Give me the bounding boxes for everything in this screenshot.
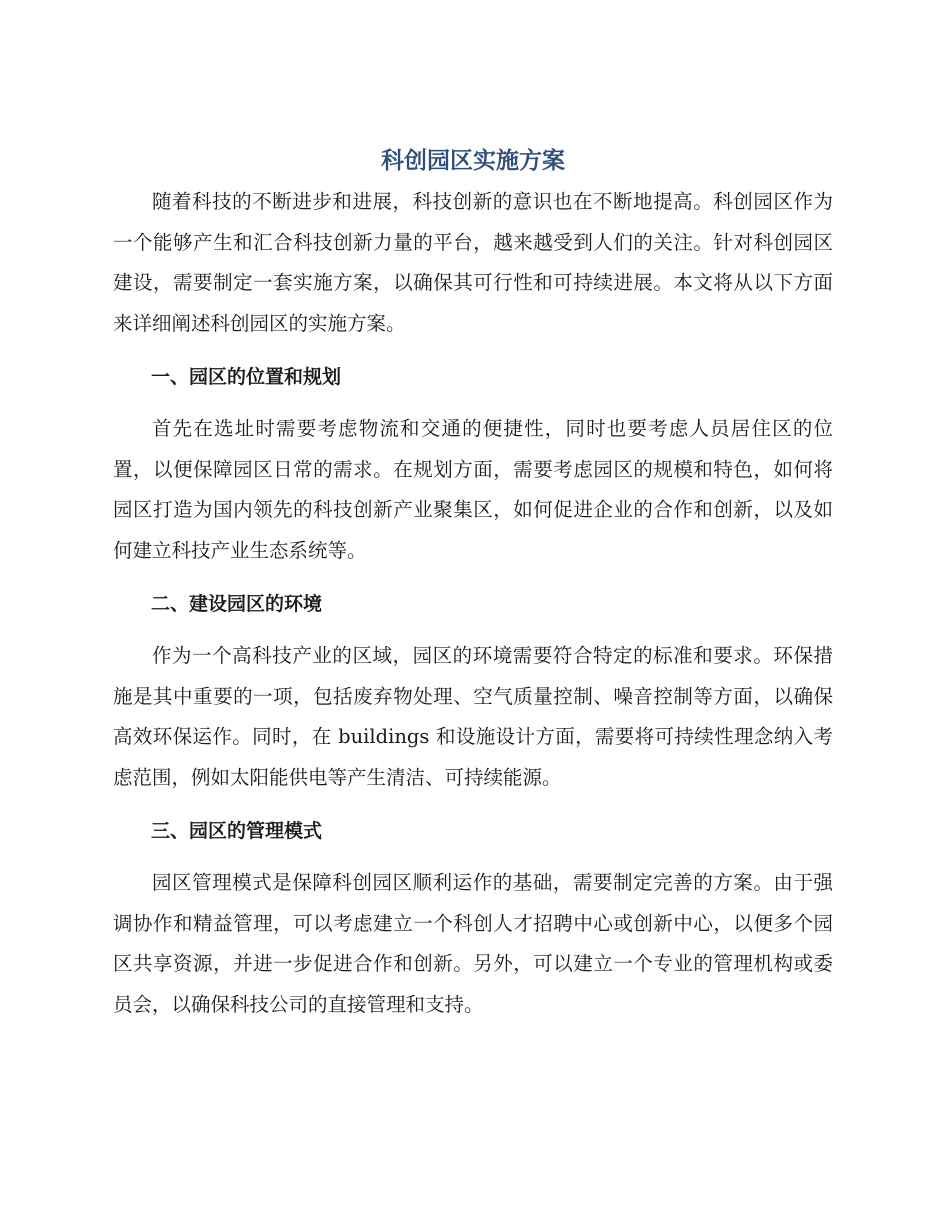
section-location bbox=[113, 357, 833, 571]
section-body: 作为一个高科技产业的区域，园区的环境需要符合特定的标准和要求。环保措施是其中重要的一项，包括废弃物处理、空气质量控制、噪音控制等方面，以确保高效环保运作。同时，在 buildings 和设施设计方面，需要将可持续性理念纳入考虑范围，例如太阳能供电等产生清洁、可持续能源。 bbox=[113, 644, 833, 789]
section-heading: 三、园区的管理模式 bbox=[151, 820, 323, 842]
document-page bbox=[113, 140, 833, 1025]
section-heading: 一、园区的位置和规划 bbox=[151, 366, 342, 388]
section-body: 园区管理模式是保障科创园区顺利运作的基础，需要制定完善的方案。由于强调协作和精益管理，可以考虑建立一个科创人才招聘中心或创新中心，以便多个园区共享资源，并进一步促进合作和创新。另外，可以建立一个专业的管理机构或委员会，以确保科技公司的直接管理和支持。 bbox=[113, 871, 833, 1016]
section-heading: 二、建设园区的环境 bbox=[151, 593, 323, 615]
section-body: 首先在选址时需要考虑物流和交通的便捷性，同时也要考虑人员居住区的位置，以便保障园区日常的需求。在规划方面，需要考虑园区的规模和特色，如何将园区打造为国内领先的科技创新产业聚集区，如何促进企业的合作和创新，以及如何建立科技产业生态系统等。 bbox=[113, 417, 833, 562]
intro-paragraph: 随着科技的不断进步和进展，科技创新的意识也在不断地提高。科创园区作为一个能够产生和汇合科技创新力量的平台，越来越受到人们的关注。针对科创园区建设，需要制定一套实施方案，以确保其可行性和可持续进展。本文将从以下方面来详细阐述科创园区的实施方案。 bbox=[113, 190, 833, 335]
section-environment bbox=[113, 584, 833, 798]
section-management bbox=[113, 811, 833, 1025]
document-title: 科创园区实施方案 bbox=[381, 148, 565, 174]
